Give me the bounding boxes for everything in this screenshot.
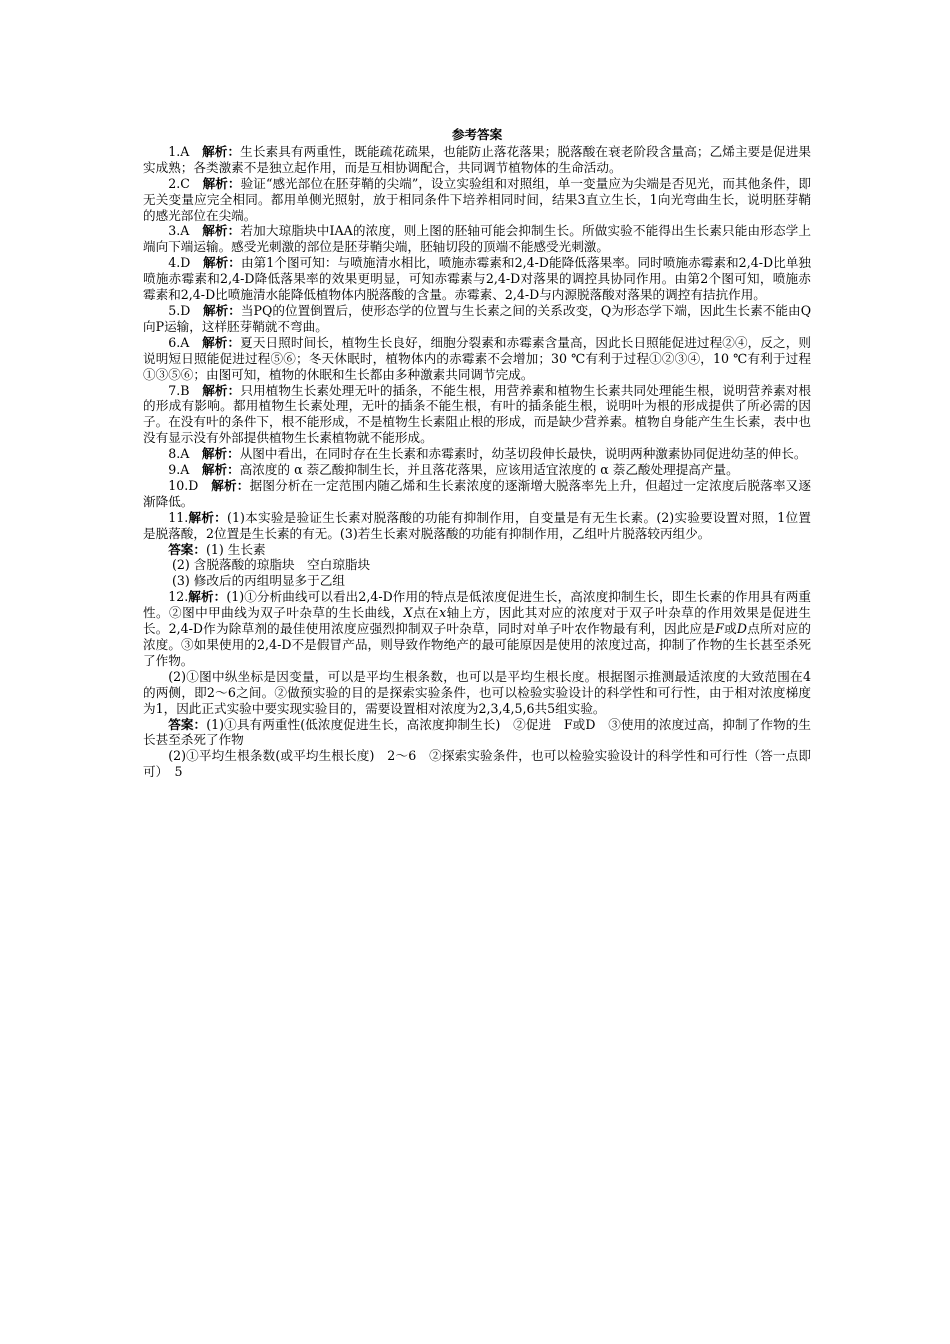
page-title: 参考答案 — [451, 127, 503, 142]
answer-12-final-2: (2)①平均生根条数(或平均生根长度) 2～6 ②探索实验条件，也可以检验实验设计的科学性和可行性（答一点即可） 5 — [143, 748, 811, 780]
answer-4: 4.D 解析：由第1个图可知：与喷施清水相比，喷施赤霉素和2,4-D能降低落果率。同时喷施赤霉素和2,4-D比单独喷施赤霉素和2,4-D降低落果率的效果更明显，可知赤霉素与2,4-D对落果的调控具协同作用。由第2个图可知，喷施赤霉素和2,4-D比喷施清水能降低植物体内脱落酸的含量。赤霉素、2,4-D与内源脱落酸对落果的调控有拮抗作用。 — [143, 255, 812, 303]
answer-11-part-2: (2) 含脱落酸的琼脂块 空白琼脂块 — [171, 557, 371, 573]
answer-10: 10.D 解析：据图分析在一定范围内随乙烯和生长素浓度的逐渐增大脱落率先上升，但超过一定浓度后脱落率又逐渐降低。 — [143, 477, 812, 509]
answer-2: 2.C 解析：验证“感光部位在胚芽鞘的尖端”，设立实验组和对照组，单一变量应为尖端是否见光，而其他条件，即无关变量应完全相同。都用单侧光照射，放于相同条件下培养相同时间，结果3直立生长，1向光弯曲生长，说明胚芽鞘的感光部位在尖端。 — [143, 175, 812, 223]
answer-8: 8.A 解析：从图中看出，在同时存在生长素和赤霉素时，幼茎切段伸长最快，说明两种激素协同促进幼茎的伸长。 — [168, 446, 807, 462]
answer-11-part-3: (3) 修改后的丙组明显多于乙组 — [171, 573, 345, 589]
answer-12-part-2: (2)①图中纵坐标是因变量，可以是平均生根条数，也可以是平均生根长度。根据图示推测最适浓度的大致范围在4的两侧，即2～6之间。②做预实验的目的是探索实验条件，也可以检验实验设计的科学性和可行性，由于相对浓度梯度为1，因此正式实验中要实现实验目的，需要设置相对浓度为2,3,4,5,6共5组实验。 — [143, 668, 811, 716]
answer-1: 1.A 解析：生长素具有两重性，既能疏花疏果，也能防止落花落果；脱落酸在衰老阶段含量高；乙烯主要是促进果实成熟；各类激素不是独立起作用，而是互相协调配合，共同调节植物体的生命活动。 — [143, 143, 811, 175]
answer-document — [143, 127, 811, 780]
answer-11: 11.解析：(1)本实验是验证生长素对脱落酸的功能有抑制作用，自变量是有无生长素。(2)实验要设置对照，1位置是脱落酸，2位置是生长素的有无。(3)若生长素对脱落酸的功能有抑制作用，乙组叶片脱落较丙组少。 — [143, 509, 811, 541]
answer-3: 3.A 解析：若加大琼脂块中IAA的浓度，则上图的胚轴可能会抑制生长。所做实验不能得出生长素只能由形态学上端向下端运输。感受光刺激的部位是胚芽鞘尖端，胚轴切段的顶端不能感受光刺激。 — [143, 223, 812, 255]
answer-6: 6.A 解析：夏天日照时间长，植物生长良好，细胞分裂素和赤霉素含量高，因此长日照能促进过程②④，反之，则说明短日照能促进过程⑤⑥；冬天休眠时，植物体内的赤霉素不会增加；30 ℃有利于过程①②③④，10 ℃有利于过程①③⑤⑥；由图可知，植物的休眠和生长都由多种激素共同调节完成。 — [143, 334, 811, 382]
answer-12: 12.解析：(1)①分析曲线可以看出2,4-D作用的特点是低浓度促进生长，高浓度抑制生长，即生长素的作用具有两重性。②图中甲曲线为双子叶杂草的生长曲线，X点在x轴上方，因此其对应的浓度对于双子叶杂草的作用效果是促进生长。2,4-D作为除草剂的最佳使用浓度应强烈抑制双子叶杂草，同时对单子叶农作物最有利，因此应是F或D点所对应的浓度。③如果使用的2,4-D不是假冒产品，则导致作物绝产的最可能原因是使用的浓度过高，抑制了作物的生长甚至杀死了作物。 — [143, 589, 812, 668]
answer-11-final: 答案：(1) 生长素 — [168, 541, 266, 557]
answer-7: 7.B 解析：只用植物生长素处理无叶的插条，不能生根，用营养素和植物生长素共同处理能生根，说明营养素对根的形成有影响。都用植物生长素处理，无叶的插条不能生根，有叶的插条能生根，说明叶为根的形成提供了所必需的因子。在没有叶的条件下，根不能形成，不是植物生长素阻止根的形成，而是缺少营养素。植物自身能产生生长素，表中也没有显示没有外部提供植物生长素植物就不能形成。 — [143, 382, 812, 446]
answer-12-final: 答案：(1)①具有两重性(低浓度促进生长，高浓度抑制生长) ②促进 F或D ③使用的浓度过高，抑制了作物的生长甚至杀死了作物 — [143, 716, 811, 748]
answer-9: 9.A 解析：高浓度的 α 萘乙酸抑制生长，并且落花落果，应该用适宜浓度的 α 萘乙酸处理提高产量。 — [168, 462, 739, 478]
answer-5: 5.D 解析：当PQ的位置倒置后，使形态学的位置与生长素之间的关系改变，Q为形态学下端，因此生长素不能由Q向P运输，这样胚芽鞘就不弯曲。 — [143, 302, 812, 334]
